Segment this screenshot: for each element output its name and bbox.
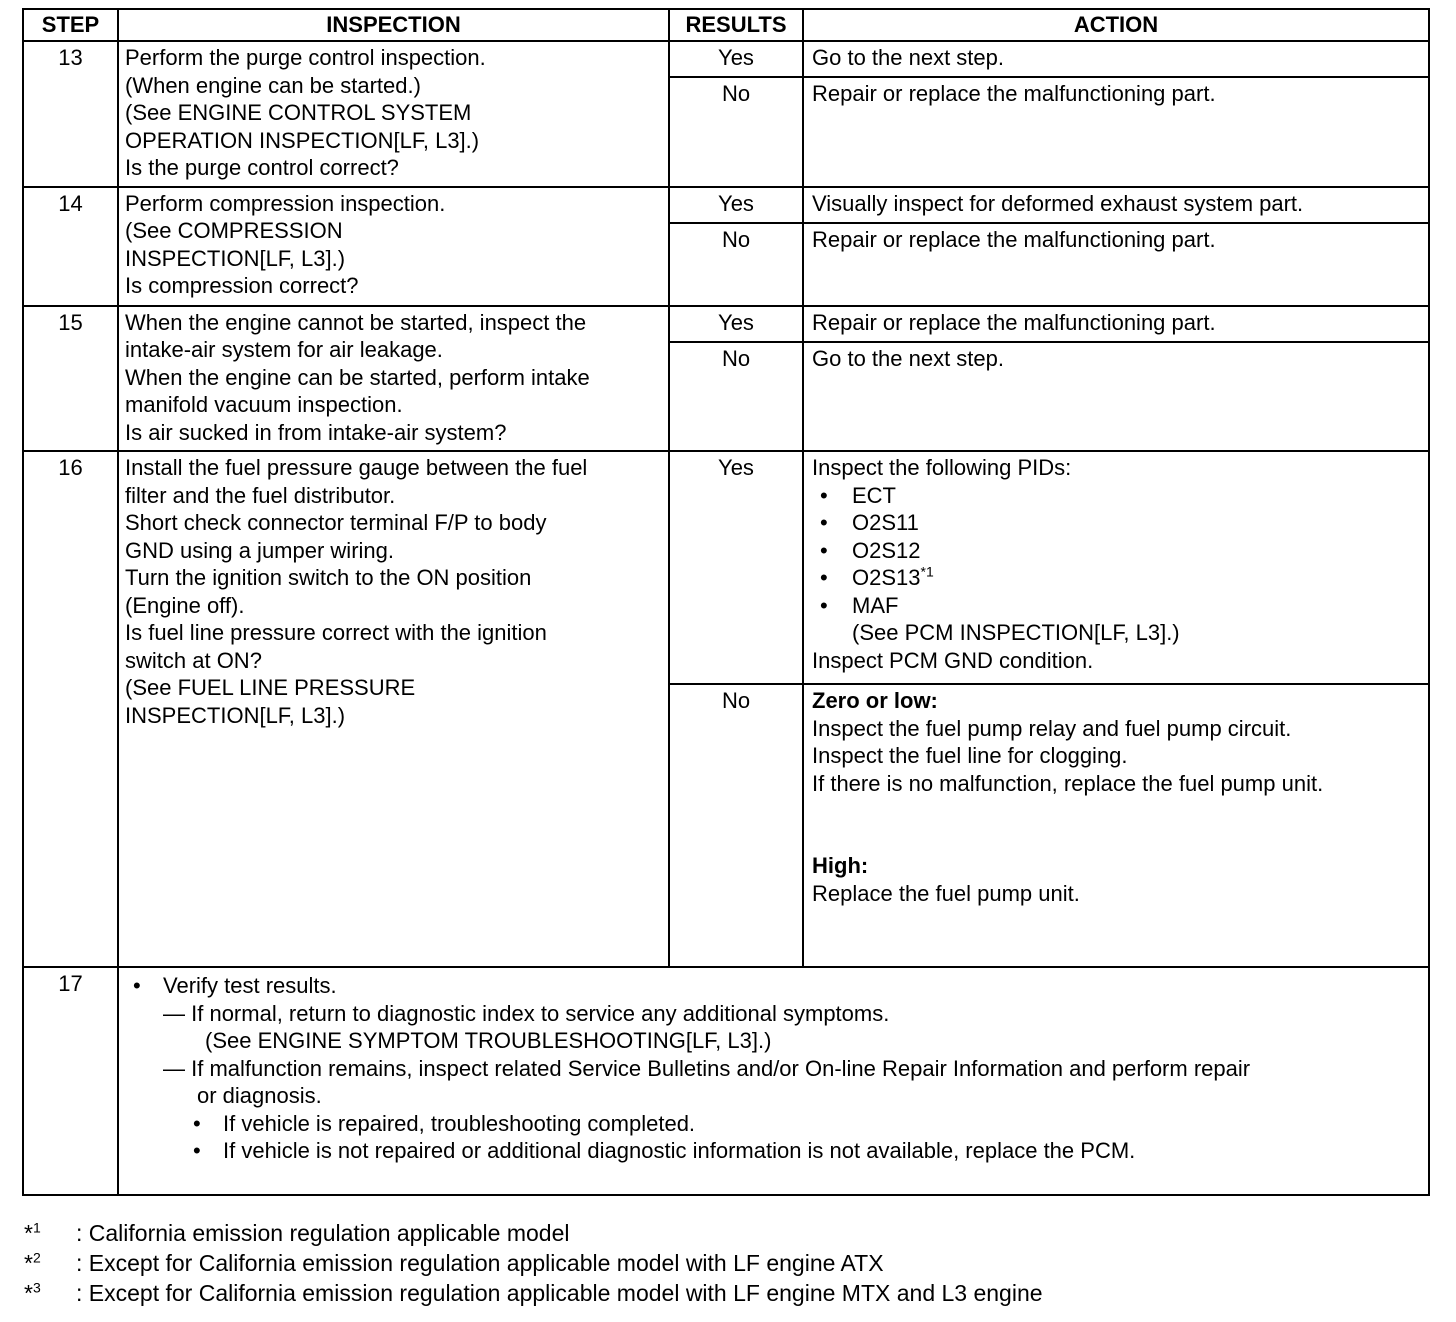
- footnote-text: : California emission regulation applicable model: [76, 1220, 570, 1246]
- zero-line: If there is no malfunction, replace the fuel pump unit.: [812, 770, 1324, 796]
- footnote: [24, 1218, 1043, 1248]
- inspection-line: Is the purge control correct?: [125, 155, 399, 180]
- verify-cell: [118, 967, 1429, 1195]
- action-no: Go to the next step.: [803, 342, 1429, 451]
- result-yes: Yes: [669, 451, 803, 684]
- step-number: 15: [23, 306, 118, 452]
- inspection-cell: [118, 306, 669, 452]
- result-no: No: [669, 77, 803, 186]
- inspection-cell: [118, 451, 669, 967]
- inspection-line: GND using a jumper wiring.: [125, 537, 394, 563]
- pid-item: [812, 509, 1420, 537]
- bullet-icon: •: [193, 1110, 201, 1136]
- header-row: [23, 9, 1429, 41]
- header-action: ACTION: [803, 9, 1429, 41]
- inspection-line: Install the fuel pressure gauge between the fuel: [125, 455, 588, 480]
- pid-see-reference: (See PCM INSPECTION[LF, L3].): [852, 620, 1180, 645]
- action-yes: Repair or replace the malfunctioning part.: [803, 306, 1429, 342]
- pid-item: [812, 564, 1420, 592]
- inspection-line: (Engine off).: [125, 592, 245, 618]
- inspection-line: Perform the purge control inspection.: [125, 45, 486, 70]
- header-inspection: INSPECTION: [118, 9, 669, 41]
- pid-label: O2S12: [852, 537, 921, 563]
- step-number: 13: [23, 41, 118, 187]
- inspection-line: (See COMPRESSION: [125, 218, 343, 243]
- step-14-yes-row: [23, 187, 1429, 223]
- step-number: 16: [23, 451, 118, 967]
- malfunction-continued: or diagnosis.: [197, 1083, 322, 1108]
- inspection-line: intake-air system for air leakage.: [125, 337, 443, 362]
- step-15-yes-row: [23, 306, 1429, 342]
- inspection-line: filter and the fuel distributor.: [125, 482, 396, 508]
- pid-item: [812, 482, 1420, 510]
- high-heading: High:: [812, 853, 869, 878]
- sub-item: [133, 1110, 1418, 1138]
- bullet-icon: •: [820, 537, 828, 563]
- footnote-ref: *1: [920, 563, 934, 580]
- inspection-line: Perform compression inspection.: [125, 190, 446, 216]
- result-no: No: [669, 342, 803, 451]
- footnote-number: 3: [32, 1279, 41, 1296]
- step-17-row: [23, 967, 1429, 1195]
- footnote-number: 1: [32, 1219, 41, 1236]
- step-number: 14: [23, 187, 118, 306]
- pid-item: [812, 592, 1420, 620]
- inspection-line: Is air sucked in from intake-air system?: [125, 419, 507, 445]
- result-no: No: [669, 684, 803, 967]
- inspection-line: OPERATION INSPECTION[LF, L3].): [125, 127, 480, 153]
- normal-item: [133, 1000, 1418, 1028]
- pid-outro: Inspect PCM GND condition.: [812, 647, 1094, 673]
- normal-text: If normal, return to diagnostic index to service any additional symptoms.: [191, 1000, 890, 1026]
- footnote-marker: [24, 1248, 76, 1278]
- inspection-line: (When engine can be started.): [125, 72, 421, 98]
- pid-label: MAF: [852, 592, 899, 618]
- sub-item: [133, 1137, 1418, 1165]
- verify-item: [133, 972, 1418, 1000]
- step-16-yes-row: [23, 451, 1429, 684]
- inspection-line: Turn the ignition switch to the ON position: [125, 565, 532, 590]
- footnote-marker: [24, 1218, 76, 1248]
- footnote: [24, 1278, 1043, 1308]
- bullet-icon: •: [820, 592, 828, 618]
- result-no: No: [669, 223, 803, 306]
- header-step: STEP: [23, 9, 118, 41]
- inspection-line: When the engine can be started, perform intake: [125, 364, 590, 390]
- step-number: 17: [23, 967, 118, 1195]
- inspection-line: Is compression correct?: [125, 273, 359, 298]
- action-no: Repair or replace the malfunctioning part.: [803, 223, 1429, 306]
- footnote-text: : Except for California emission regulation applicable model with LF engine MTX and L3 engine: [76, 1280, 1043, 1306]
- sub-item-text: If vehicle is repaired, troubleshooting completed.: [223, 1110, 696, 1136]
- bullet-icon: •: [820, 510, 828, 535]
- result-yes: Yes: [669, 41, 803, 77]
- inspection-line: INSPECTION[LF, L3].): [125, 245, 346, 271]
- zero-line: Inspect the fuel line for clogging.: [812, 743, 1128, 768]
- footnote-star: *: [24, 1220, 33, 1246]
- footnote-number: 2: [32, 1249, 41, 1266]
- high-line: Replace the fuel pump unit.: [812, 880, 1080, 906]
- pid-item: [812, 537, 1420, 565]
- verify-text: Verify test results.: [163, 973, 337, 998]
- sub-item-text: If vehicle is not repaired or additional diagnostic information is not available, replace the PCM.: [223, 1138, 1136, 1163]
- inspection-line: (See FUEL LINE PRESSURE: [125, 675, 416, 700]
- action-yes: [803, 451, 1429, 684]
- pid-intro: Inspect the following PIDs:: [812, 455, 1072, 480]
- inspection-line: Is fuel line pressure correct with the ignition: [125, 620, 547, 645]
- footnotes: [24, 1218, 1043, 1308]
- pid-label: O2S11: [852, 510, 919, 535]
- malfunction-item: [133, 1055, 1418, 1083]
- footnote-star: *: [24, 1250, 33, 1276]
- action-no: Repair or replace the malfunctioning part.: [803, 77, 1429, 186]
- footnote: [24, 1248, 1043, 1278]
- inspection-line: switch at ON?: [125, 647, 262, 673]
- inspection-cell: [118, 187, 669, 306]
- zero-line: Inspect the fuel pump relay and fuel pump circuit.: [812, 715, 1292, 741]
- header-results: RESULTS: [669, 9, 803, 41]
- pid-label: ECT: [852, 482, 896, 508]
- inspection-cell: [118, 41, 669, 187]
- dash-icon: —: [163, 1000, 185, 1026]
- footnote-marker: [24, 1278, 76, 1308]
- zero-heading: Zero or low:: [812, 688, 938, 713]
- inspection-line: INSPECTION[LF, L3].): [125, 702, 346, 728]
- inspection-line: When the engine cannot be started, inspect the: [125, 309, 587, 335]
- result-yes: Yes: [669, 306, 803, 342]
- footnote-text: : Except for California emission regulation applicable model with LF engine ATX: [76, 1250, 884, 1276]
- bullet-icon: •: [193, 1138, 201, 1163]
- normal-see-reference: (See ENGINE SYMPTOM TROUBLESHOOTING[LF, L3].): [205, 1028, 772, 1053]
- bullet-icon: •: [133, 973, 141, 998]
- bullet-icon: •: [820, 565, 828, 590]
- diagnostic-table: [22, 8, 1430, 1196]
- inspection-line: (See ENGINE CONTROL SYSTEM: [125, 100, 472, 125]
- inspection-line: Short check connector terminal F/P to body: [125, 510, 547, 535]
- bullet-icon: •: [820, 482, 828, 508]
- action-yes: Go to the next step.: [803, 41, 1429, 77]
- step-13-yes-row: [23, 41, 1429, 77]
- action-yes: Visually inspect for deformed exhaust system part.: [803, 187, 1429, 223]
- dash-icon: —: [163, 1055, 185, 1081]
- malfunction-text: If malfunction remains, inspect related Service Bulletins and/or On-line Repair Information and perform repair: [191, 1055, 1251, 1081]
- spacer: [812, 797, 1420, 852]
- action-no: [803, 684, 1429, 967]
- result-yes: Yes: [669, 187, 803, 223]
- inspection-line: manifold vacuum inspection.: [125, 392, 403, 417]
- pid-label: O2S13: [852, 565, 921, 590]
- footnote-star: *: [24, 1280, 33, 1306]
